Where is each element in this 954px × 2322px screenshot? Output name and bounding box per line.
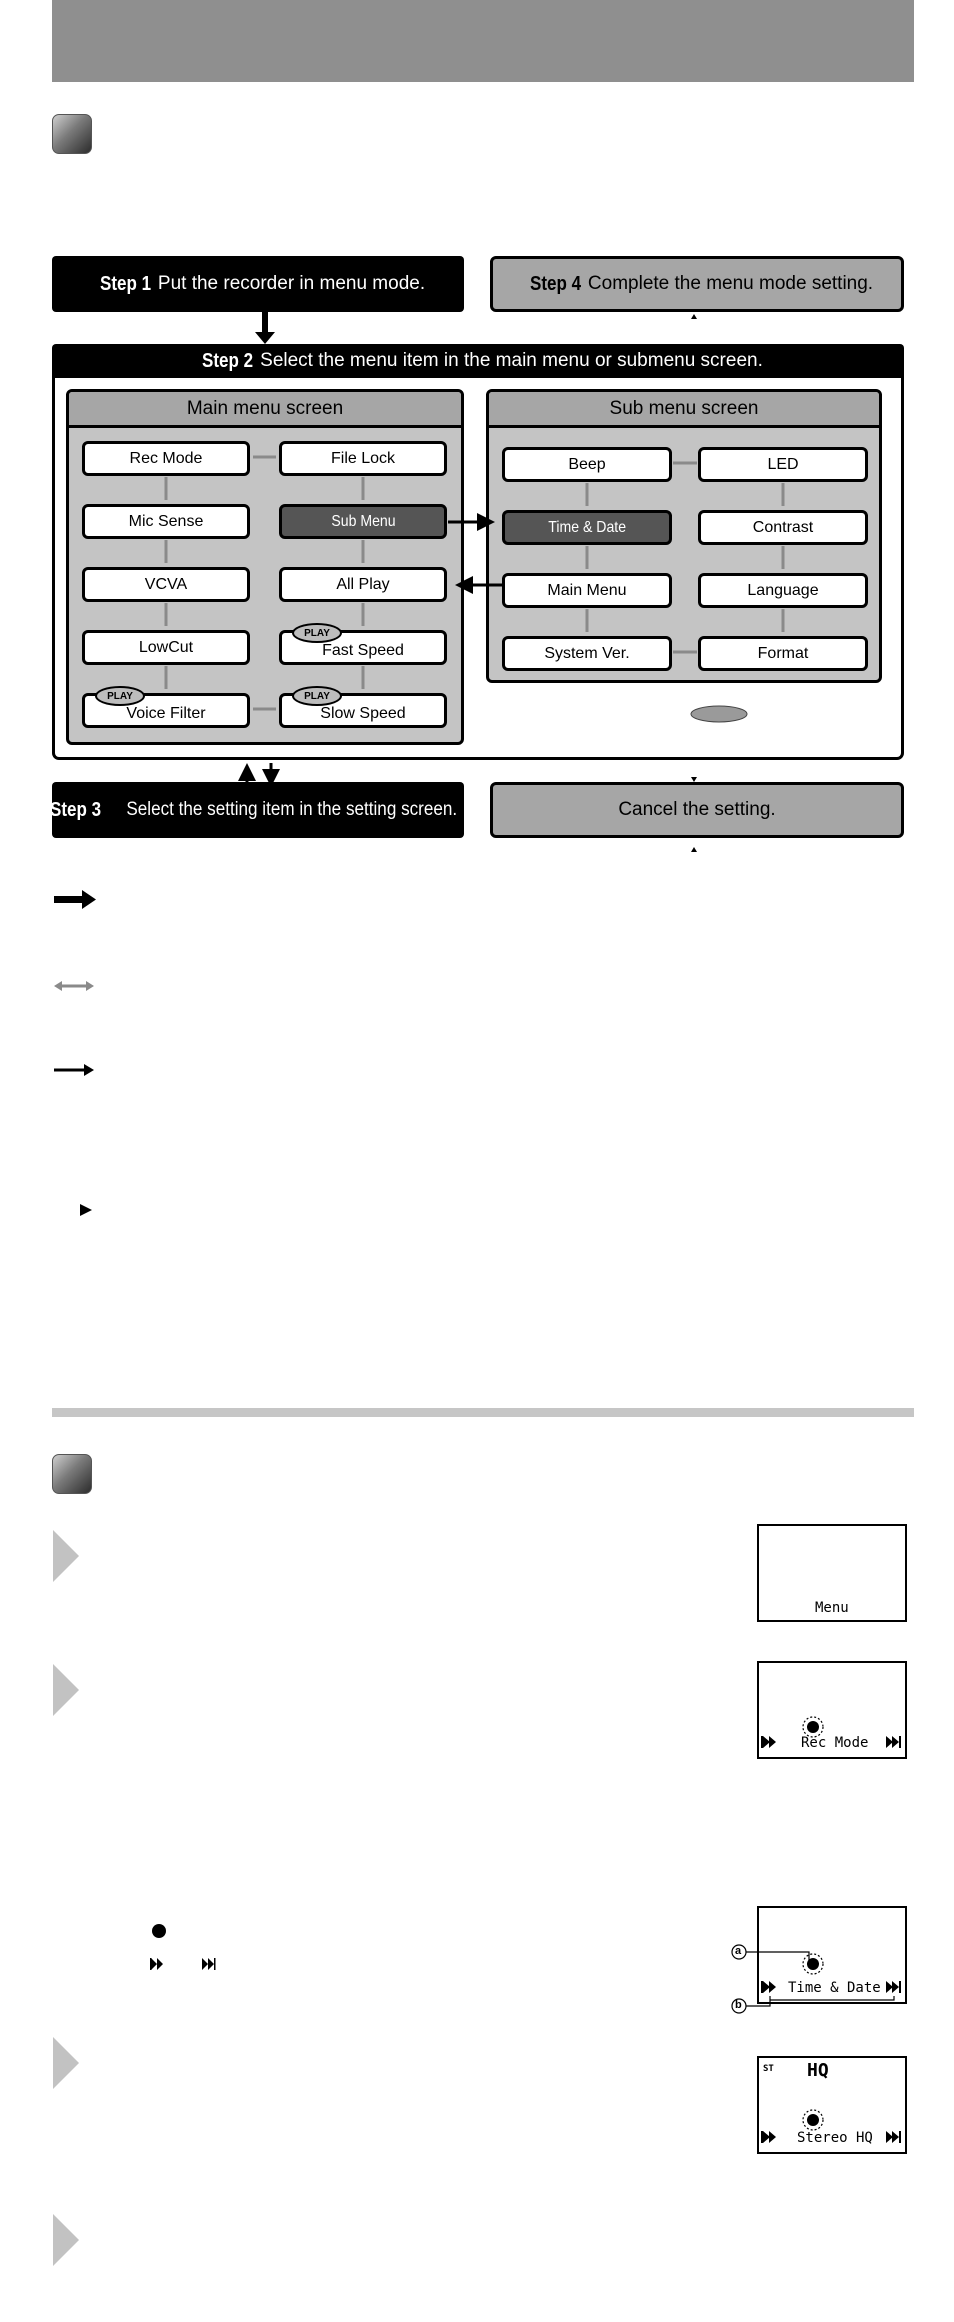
callout-b: b bbox=[735, 1999, 742, 2011]
fast-forward-icon bbox=[202, 1958, 214, 1970]
cancel-text: Cancel the setting. bbox=[618, 799, 776, 820]
rewind-icon bbox=[763, 1736, 776, 1748]
step-chevron-icon bbox=[53, 2037, 79, 2089]
lcd-screen-rec-mode bbox=[757, 1661, 907, 1759]
menu-fast-speed[interactable]: PLAY Fast Speed bbox=[279, 630, 447, 665]
rewind-icon bbox=[763, 2131, 776, 2143]
sub-menu-title: Sub menu screen bbox=[489, 392, 879, 428]
fast-forward-icon bbox=[886, 2131, 899, 2143]
callout-a: a bbox=[735, 1945, 742, 1957]
section-divider bbox=[52, 1408, 914, 1417]
step3-box bbox=[49, 782, 464, 838]
submenu-beep[interactable]: Beep bbox=[502, 447, 672, 482]
lcd-screen-stereo-hq bbox=[757, 2056, 907, 2154]
submenu-time-date[interactable]: Time & Date bbox=[502, 510, 672, 545]
menu-mic-sense[interactable]: Mic Sense bbox=[82, 504, 250, 539]
lcd-rec-mode-text: Rec Mode bbox=[801, 1735, 869, 1751]
submenu-language[interactable]: Language bbox=[698, 573, 868, 608]
submenu-format[interactable]: Format bbox=[698, 636, 868, 671]
menu-rec-mode[interactable]: Rec Mode bbox=[82, 441, 250, 476]
submenu-contrast[interactable]: Contrast bbox=[698, 510, 868, 545]
submenu-system-ver[interactable]: System Ver. bbox=[502, 636, 672, 671]
inline-key-icons bbox=[150, 1922, 230, 1972]
step1-label: Step 1 bbox=[99, 272, 151, 295]
lcd-time-date-text: Time & Date bbox=[788, 1980, 881, 1996]
step4-label: Step 4 bbox=[529, 272, 581, 295]
callout-lines bbox=[720, 1930, 920, 2020]
double-gray-arrow-icon bbox=[54, 981, 94, 991]
submenu-led[interactable]: LED bbox=[698, 447, 868, 482]
thick-right-arrow-icon bbox=[54, 890, 96, 909]
lcd-st-indicator: ST bbox=[763, 2064, 774, 2074]
fast-forward-icon bbox=[886, 1736, 899, 1748]
step-chevron-icon bbox=[53, 1664, 79, 1716]
menu-all-play[interactable]: All Play bbox=[279, 567, 447, 602]
rewind-icon bbox=[151, 1958, 163, 1970]
play-badge-icon: PLAY bbox=[292, 623, 342, 643]
lcd-screen-menu bbox=[757, 1524, 907, 1622]
lcd-menu-text: Menu bbox=[815, 1600, 849, 1616]
step1-text: Put the recorder in menu mode. bbox=[157, 273, 426, 294]
main-menu-title: Main menu screen bbox=[69, 392, 461, 428]
menu-slow-speed[interactable]: PLAY Slow Speed bbox=[279, 693, 447, 728]
step3-label: Step 3 bbox=[49, 798, 101, 821]
lcd-stereo-hq-text: Stereo HQ bbox=[797, 2130, 873, 2146]
play-badge-icon: PLAY bbox=[292, 686, 342, 706]
legend-icons bbox=[52, 884, 102, 1224]
triangle-pointer-icon bbox=[80, 1204, 92, 1216]
lcd-hq-text: HQ bbox=[807, 2060, 829, 2081]
play-badge-icon: PLAY bbox=[95, 686, 145, 706]
step4-text: Complete the menu mode setting. bbox=[587, 273, 874, 294]
menu-lowcut[interactable]: LowCut bbox=[82, 630, 250, 665]
menu-voice-filter[interactable]: PLAY Voice Filter bbox=[82, 693, 250, 728]
section-bullet-icon bbox=[52, 1454, 92, 1494]
step-chevron-icon bbox=[53, 1530, 79, 1582]
step3-text: Select the setting item in the setting screen. bbox=[126, 799, 457, 820]
step-chevron-icon bbox=[53, 2214, 79, 2266]
step2-label: Step 2 bbox=[202, 349, 254, 372]
menu-vcva[interactable]: VCVA bbox=[82, 567, 250, 602]
ok-button-icon bbox=[152, 1924, 166, 1938]
menu-sub-menu[interactable]: Sub Menu bbox=[279, 504, 447, 539]
oval-key-icon bbox=[691, 706, 747, 722]
cancel-box bbox=[490, 782, 904, 838]
step2-text: Select the menu item in the main menu or submenu screen. bbox=[260, 350, 763, 371]
thin-right-arrow-icon bbox=[54, 1064, 94, 1076]
submenu-main-menu[interactable]: Main Menu bbox=[502, 573, 672, 608]
menu-file-lock[interactable]: File Lock bbox=[279, 441, 447, 476]
submenu-link-arrows bbox=[448, 522, 502, 585]
